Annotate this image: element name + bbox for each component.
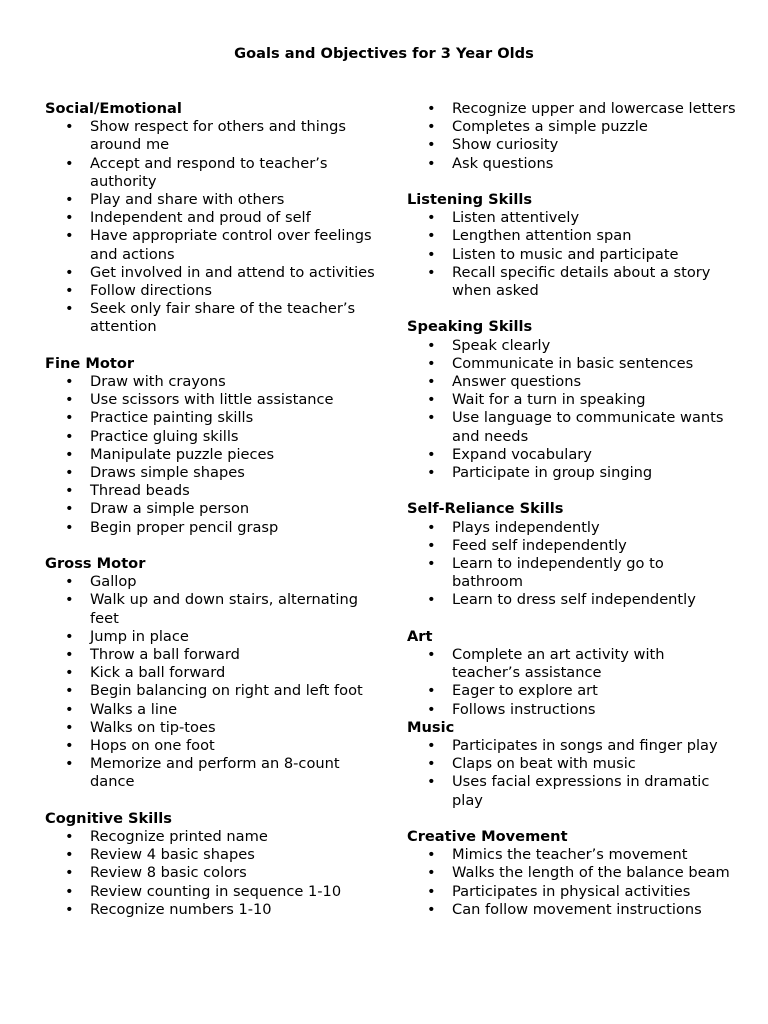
list-item: • Draw a simple person — [45, 500, 375, 518]
list-item: • Review 4 basic shapes — [45, 846, 375, 864]
list-item: • Get involved in and attend to activities — [45, 264, 375, 282]
section-heading: Speaking Skills — [407, 318, 533, 336]
list-item: • Wait for a turn in speaking — [407, 391, 737, 409]
list-item: • Participate in group singing — [407, 464, 737, 482]
section-heading: Music — [407, 718, 455, 736]
list-item: • Answer questions — [407, 373, 737, 391]
section-art — [407, 628, 737, 719]
bullet-list — [407, 209, 737, 300]
list-item: • Lengthen attention span — [407, 227, 737, 245]
right-column — [407, 100, 737, 937]
section-gross-motor — [45, 555, 375, 792]
bullet-list — [407, 737, 737, 810]
list-item: • Accept and respond to teacher’s authority — [45, 155, 375, 191]
list-item: • Expand vocabulary — [407, 446, 737, 464]
list-item: • Listen to music and participate — [407, 246, 737, 264]
list-item: • Play and share with others — [45, 191, 375, 209]
bullet-list — [45, 118, 375, 336]
section-heading: Art — [407, 627, 433, 645]
list-item: • Thread beads — [45, 482, 375, 500]
bullet-list — [45, 373, 375, 537]
section-music — [407, 719, 737, 810]
section-cognitive-skills — [45, 810, 375, 919]
section-listening-skills — [407, 191, 737, 300]
list-item: • Throw a ball forward — [45, 646, 375, 664]
section-heading: Social/Emotional — [45, 100, 182, 117]
list-item: • Speak clearly — [407, 337, 737, 355]
bullet-list — [407, 846, 737, 919]
list-item: • Learn to independently go to bathroom — [407, 555, 737, 591]
section-social-emotional — [45, 100, 375, 337]
list-item: • Participates in songs and finger play — [407, 737, 737, 755]
list-item: • Manipulate puzzle pieces — [45, 446, 375, 464]
left-column — [45, 100, 375, 937]
bullet-list — [45, 828, 375, 919]
list-item: • Begin proper pencil grasp — [45, 519, 375, 537]
list-item: • Communicate in basic sentences — [407, 355, 737, 373]
list-item: • Walks a line — [45, 701, 375, 719]
list-item: • Walks the length of the balance beam — [407, 864, 737, 882]
list-item: • Use language to communicate wants and needs — [407, 409, 737, 445]
section-speaking-skills — [407, 318, 737, 482]
list-item: • Review 8 basic colors — [45, 864, 375, 882]
list-item: • Kick a ball forward — [45, 664, 375, 682]
bullet-list — [407, 337, 737, 483]
section-cognitive-continued — [407, 100, 737, 173]
list-item: • Begin balancing on right and left foot — [45, 682, 375, 700]
list-item: • Recognize numbers 1-10 — [45, 901, 375, 919]
list-item: • Recognize upper and lowercase letters — [407, 100, 737, 118]
list-item: • Practice painting skills — [45, 409, 375, 427]
list-item: • Have appropriate control over feelings and actions — [45, 227, 375, 263]
list-item: • Follows instructions — [407, 701, 737, 719]
section-self-reliance-skills — [407, 500, 737, 609]
list-item: • Recognize printed name — [45, 828, 375, 846]
list-item: • Walk up and down stairs, alternating feet — [45, 591, 375, 627]
list-item: • Draws simple shapes — [45, 464, 375, 482]
list-item: • Completes a simple puzzle — [407, 118, 737, 136]
list-item: • Plays independently — [407, 519, 737, 537]
list-item: • Hops on one foot — [45, 737, 375, 755]
list-item: • Uses facial expressions in dramatic play — [407, 773, 737, 809]
list-item: • Show respect for others and things around me — [45, 118, 375, 154]
section-creative-movement — [407, 828, 737, 919]
document-title: Goals and Objectives for 3 Year Olds — [234, 45, 534, 62]
list-item: • Eager to explore art — [407, 682, 737, 700]
list-item: • Show curiosity — [407, 136, 737, 154]
list-item: • Jump in place — [45, 628, 375, 646]
section-fine-motor — [45, 355, 375, 537]
list-item: • Walks on tip-toes — [45, 719, 375, 737]
list-item: • Ask questions — [407, 155, 737, 173]
list-item: • Listen attentively — [407, 209, 737, 227]
list-item: • Complete an art activity with teacher’s assistance — [407, 646, 737, 682]
list-item: • Participates in physical activities — [407, 883, 737, 901]
bullet-list — [407, 519, 737, 610]
section-heading: Cognitive Skills — [45, 809, 172, 827]
list-item: • Memorize and perform an 8-count dance — [45, 755, 375, 791]
section-heading: Listening Skills — [407, 191, 533, 208]
bullet-list — [407, 100, 737, 173]
section-heading: Creative Movement — [407, 828, 568, 846]
list-item: • Use scissors with little assistance — [45, 391, 375, 409]
list-item: • Practice gluing skills — [45, 428, 375, 446]
list-item: • Learn to dress self independently — [407, 591, 737, 609]
list-item: • Independent and proud of self — [45, 209, 375, 227]
list-item: • Gallop — [45, 573, 375, 591]
list-item: • Follow directions — [45, 282, 375, 300]
list-item: • Seek only fair share of the teacher’s attention — [45, 300, 375, 336]
list-item: • Review counting in sequence 1-10 — [45, 883, 375, 901]
list-item: • Draw with crayons — [45, 373, 375, 391]
bullet-list — [407, 646, 737, 719]
section-heading: Gross Motor — [45, 555, 146, 573]
list-item: • Can follow movement instructions — [407, 901, 737, 919]
list-item: • Recall specific details about a story when asked — [407, 264, 737, 300]
bullet-list — [45, 573, 375, 791]
list-item: • Feed self independently — [407, 537, 737, 555]
section-heading: Fine Motor — [45, 354, 135, 372]
section-heading: Self-Reliance Skills — [407, 500, 564, 518]
list-item: • Claps on beat with music — [407, 755, 737, 773]
list-item: • Mimics the teacher’s movement — [407, 846, 737, 864]
